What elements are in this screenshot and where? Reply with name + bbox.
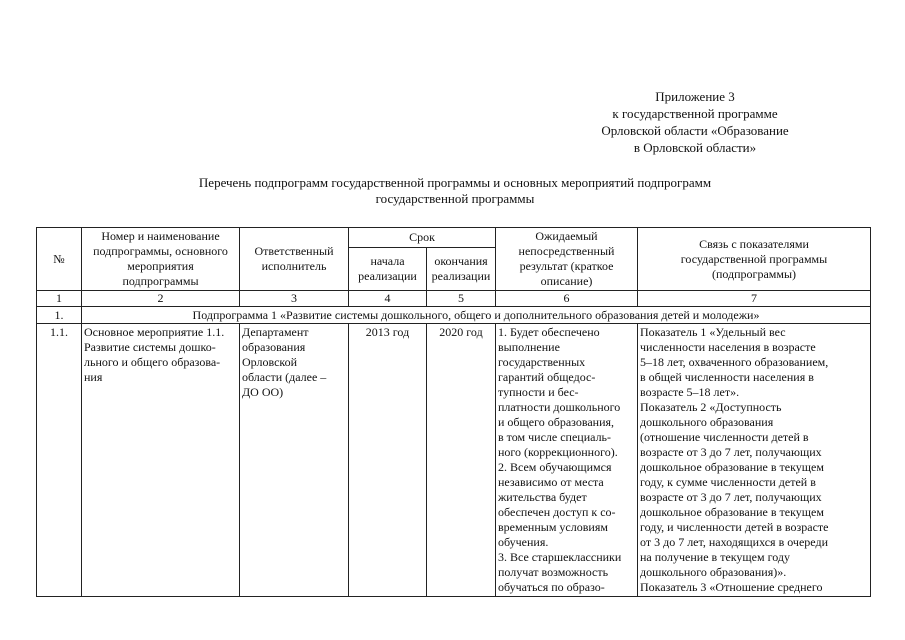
header-name: Номер и наименование подпрограммы, основного мероприятия подпрограммы [82, 228, 240, 291]
subprograms-table [36, 227, 871, 597]
header-result: Ожидаемый непосредственный результат (краткое описание) [496, 228, 638, 291]
subprogram-number: 1. [37, 307, 82, 324]
column-number: 4 [349, 291, 427, 307]
column-numbers-row [37, 291, 871, 307]
appendix-line: в Орловской области» [633, 140, 757, 155]
header-end: окончания реализации [427, 247, 496, 290]
title-line: государственной программы [375, 191, 535, 206]
header-num: № [37, 228, 82, 291]
appendix-line: Орловской области «Образование [601, 123, 789, 138]
header-start: начала реализации [349, 247, 427, 290]
column-number: 7 [638, 291, 871, 307]
header-executor: Ответственный исполнитель [240, 228, 349, 291]
row-end: 2020 год [427, 324, 496, 597]
appendix-line: к государственной программе [612, 106, 778, 121]
row-result: 1. Будет обеспечено выполнение государственных гарантий общедос- тупности и бес- платности дошкольного и общего образования, в том числе специаль- ного (коррекционного). 2. Всем обучающимся независимо от места жительства будет обеспечен доступ к со- временным условиям обучения. 3. Все старшеклассники получат возможность обучаться по образо- [496, 324, 638, 597]
column-number: 3 [240, 291, 349, 307]
row-number: 1.1. [37, 324, 82, 597]
subprogram-row [37, 307, 871, 324]
header-link: Связь с показателями государственной программы (подпрограммы) [638, 228, 871, 291]
header-term: Срок [349, 228, 496, 248]
table-row [37, 324, 871, 597]
row-executor: Департамент образования Орловской области (далее – ДО ОО) [240, 324, 349, 597]
column-number: 6 [496, 291, 638, 307]
appendix-heading [560, 88, 830, 156]
row-start: 2013 год [349, 324, 427, 597]
row-link: Показатель 1 «Удельный вес численности населения в возрасте 5–18 лет, охваченного образованием, в общей численности населения в возрасте 5–18 лет». Показатель 2 «Доступность дошкольного образования (отношение численности детей в возрасте от 3 до 7 лет, получающих дошкольное образование в текущем году, к сумме численности детей в возрасте от 3 до 7 лет, получающих дошкольное образование в текущем году, и численности детей в возрасте от 3 до 7 лет, находящихся в очереди на получение в текущем году дошкольного образования)». Показатель 3 «Отношение среднего [638, 324, 871, 597]
column-number: 1 [37, 291, 82, 307]
document-title [40, 175, 870, 207]
subprogram-title: Подпрограмма 1 «Развитие системы дошкольного, общего и дополнительного образования детей и молодежи» [82, 307, 871, 324]
title-line: Перечень подпрограмм государственной программы и основных мероприятий подпрограмм [198, 175, 712, 190]
appendix-line: Приложение 3 [655, 89, 735, 104]
column-number: 5 [427, 291, 496, 307]
column-number: 2 [82, 291, 240, 307]
row-name: Основное мероприятие 1.1. Развитие системы дошко- льного и общего образова- ния [82, 324, 240, 597]
